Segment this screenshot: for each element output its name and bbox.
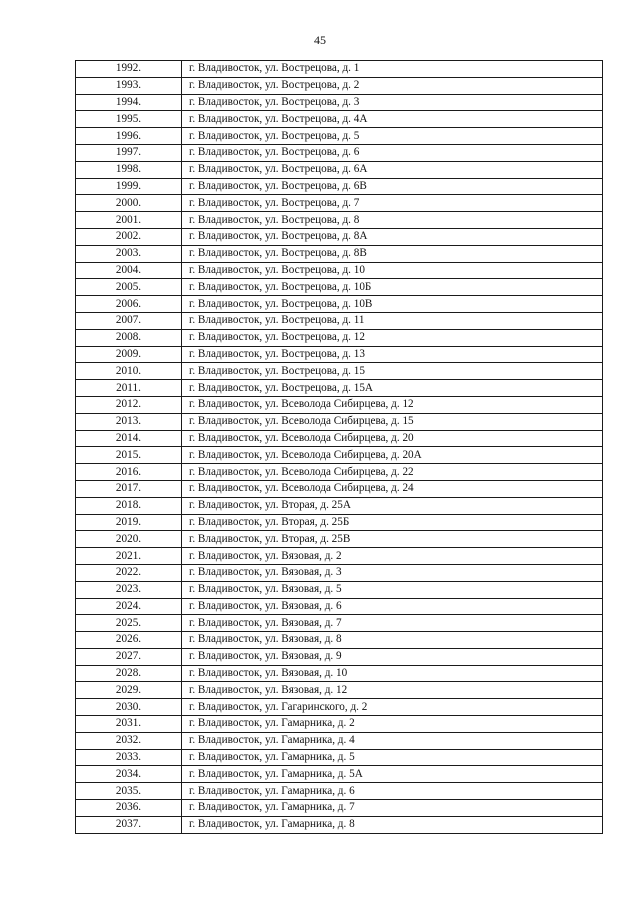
address-cell: г. Владивосток, ул. Вязовая, д. 9 xyxy=(182,648,603,665)
row-number-cell: 2024. xyxy=(76,598,182,615)
table-row xyxy=(76,816,603,833)
address-cell: г. Владивосток, ул. Всеволода Сибирцева, д. 15 xyxy=(182,413,603,430)
row-number-cell: 2018. xyxy=(76,497,182,514)
table-row xyxy=(76,497,603,514)
address-cell: г. Владивосток, ул. Гамарника, д. 4 xyxy=(182,732,603,749)
address-cell: г. Владивосток, ул. Вострецова, д. 7 xyxy=(182,195,603,212)
row-number-cell: 2001. xyxy=(76,212,182,229)
address-cell: г. Владивосток, ул. Гамарника, д. 8 xyxy=(182,816,603,833)
table-row xyxy=(76,682,603,699)
table-row xyxy=(76,598,603,615)
row-number-cell: 2030. xyxy=(76,699,182,716)
table-row xyxy=(76,312,603,329)
address-cell: г. Владивосток, ул. Вострецова, д. 15 xyxy=(182,363,603,380)
table-row xyxy=(76,262,603,279)
row-number-cell: 2011. xyxy=(76,380,182,397)
table-row xyxy=(76,430,603,447)
table-row xyxy=(76,564,603,581)
table-row xyxy=(76,128,603,145)
table-row xyxy=(76,212,603,229)
table-row xyxy=(76,699,603,716)
row-number-cell: 2005. xyxy=(76,279,182,296)
table-row xyxy=(76,800,603,817)
address-cell: г. Владивосток, ул. Вострецова, д. 6В xyxy=(182,178,603,195)
table-row xyxy=(76,396,603,413)
table-row xyxy=(76,648,603,665)
address-cell: г. Владивосток, ул. Вострецова, д. 4А xyxy=(182,111,603,128)
table-row xyxy=(76,413,603,430)
row-number-cell: 2031. xyxy=(76,716,182,733)
table-row xyxy=(76,766,603,783)
row-number-cell: 2013. xyxy=(76,413,182,430)
row-number-cell: 1997. xyxy=(76,144,182,161)
table-row xyxy=(76,195,603,212)
address-cell: г. Владивосток, ул. Гамарника, д. 5А xyxy=(182,766,603,783)
row-number-cell: 2023. xyxy=(76,581,182,598)
row-number-cell: 1999. xyxy=(76,178,182,195)
address-cell: г. Владивосток, ул. Вязовая, д. 3 xyxy=(182,564,603,581)
address-cell: г. Владивосток, ул. Вторая, д. 25В xyxy=(182,531,603,548)
address-cell: г. Владивосток, ул. Гамарника, д. 7 xyxy=(182,800,603,817)
address-cell: г. Владивосток, ул. Вострецова, д. 8А xyxy=(182,228,603,245)
row-number-cell: 2033. xyxy=(76,749,182,766)
address-cell: г. Владивосток, ул. Гагаринского, д. 2 xyxy=(182,699,603,716)
table-row xyxy=(76,632,603,649)
table-row xyxy=(76,329,603,346)
row-number-cell: 1995. xyxy=(76,111,182,128)
address-cell: г. Владивосток, ул. Всеволода Сибирцева, д. 20А xyxy=(182,447,603,464)
row-number-cell: 2016. xyxy=(76,464,182,481)
table-row xyxy=(76,480,603,497)
row-number-cell: 2006. xyxy=(76,296,182,313)
table-row xyxy=(76,346,603,363)
table-row xyxy=(76,245,603,262)
row-number-cell: 2027. xyxy=(76,648,182,665)
table-row xyxy=(76,363,603,380)
address-cell: г. Владивосток, ул. Вязовая, д. 10 xyxy=(182,665,603,682)
address-cell: г. Владивосток, ул. Вострецова, д. 8В xyxy=(182,245,603,262)
address-cell: г. Владивосток, ул. Вострецова, д. 6 xyxy=(182,144,603,161)
row-number-cell: 2020. xyxy=(76,531,182,548)
address-cell: г. Владивосток, ул. Вострецова, д. 10Б xyxy=(182,279,603,296)
address-cell: г. Владивосток, ул. Вострецова, д. 12 xyxy=(182,329,603,346)
address-cell: г. Владивосток, ул. Вострецова, д. 11 xyxy=(182,312,603,329)
table-row xyxy=(76,77,603,94)
row-number-cell: 2012. xyxy=(76,396,182,413)
table-row xyxy=(76,783,603,800)
address-cell: г. Владивосток, ул. Всеволода Сибирцева, д. 12 xyxy=(182,396,603,413)
row-number-cell: 1994. xyxy=(76,94,182,111)
address-table-body xyxy=(76,61,603,834)
table-row xyxy=(76,296,603,313)
table-row xyxy=(76,665,603,682)
row-number-cell: 2029. xyxy=(76,682,182,699)
table-row xyxy=(76,178,603,195)
row-number-cell: 2014. xyxy=(76,430,182,447)
address-cell: г. Владивосток, ул. Гамарника, д. 6 xyxy=(182,783,603,800)
table-row xyxy=(76,716,603,733)
address-cell: г. Владивосток, ул. Вязовая, д. 2 xyxy=(182,548,603,565)
row-number-cell: 2025. xyxy=(76,615,182,632)
address-cell: г. Владивосток, ул. Всеволода Сибирцева, д. 20 xyxy=(182,430,603,447)
address-cell: г. Владивосток, ул. Вязовая, д. 6 xyxy=(182,598,603,615)
row-number-cell: 1998. xyxy=(76,161,182,178)
address-cell: г. Владивосток, ул. Вострецова, д. 10 xyxy=(182,262,603,279)
page-number: 45 xyxy=(314,33,326,47)
row-number-cell: 2022. xyxy=(76,564,182,581)
address-cell: г. Владивосток, ул. Вострецова, д. 15А xyxy=(182,380,603,397)
row-number-cell: 2000. xyxy=(76,195,182,212)
row-number-cell: 2019. xyxy=(76,514,182,531)
address-cell: г. Владивосток, ул. Вторая, д. 25А xyxy=(182,497,603,514)
address-cell: г. Владивосток, ул. Вторая, д. 25Б xyxy=(182,514,603,531)
address-cell: г. Владивосток, ул. Гамарника, д. 2 xyxy=(182,716,603,733)
row-number-cell: 2007. xyxy=(76,312,182,329)
row-number-cell: 1996. xyxy=(76,128,182,145)
row-number-cell: 2015. xyxy=(76,447,182,464)
address-cell: г. Владивосток, ул. Вострецова, д. 5 xyxy=(182,128,603,145)
row-number-cell: 2021. xyxy=(76,548,182,565)
row-number-cell: 2037. xyxy=(76,816,182,833)
table-row xyxy=(76,732,603,749)
table-row xyxy=(76,531,603,548)
table-row xyxy=(76,61,603,78)
table-row xyxy=(76,94,603,111)
row-number-cell: 2010. xyxy=(76,363,182,380)
table-row xyxy=(76,111,603,128)
address-cell: г. Владивосток, ул. Гамарника, д. 5 xyxy=(182,749,603,766)
table-row xyxy=(76,228,603,245)
table-row xyxy=(76,548,603,565)
address-cell: г. Владивосток, ул. Вострецова, д. 3 xyxy=(182,94,603,111)
table-row xyxy=(76,615,603,632)
address-cell: г. Владивосток, ул. Вострецова, д. 13 xyxy=(182,346,603,363)
row-number-cell: 2017. xyxy=(76,480,182,497)
row-number-cell: 1993. xyxy=(76,77,182,94)
address-cell: г. Владивосток, ул. Вязовая, д. 7 xyxy=(182,615,603,632)
table-row xyxy=(76,161,603,178)
address-cell: г. Владивосток, ул. Вострецова, д. 8 xyxy=(182,212,603,229)
row-number-cell: 2004. xyxy=(76,262,182,279)
address-cell: г. Владивосток, ул. Вязовая, д. 12 xyxy=(182,682,603,699)
row-number-cell: 2036. xyxy=(76,800,182,817)
row-number-cell: 2009. xyxy=(76,346,182,363)
row-number-cell: 2026. xyxy=(76,632,182,649)
row-number-cell: 2028. xyxy=(76,665,182,682)
row-number-cell: 2035. xyxy=(76,783,182,800)
address-cell: г. Владивосток, ул. Вязовая, д. 8 xyxy=(182,632,603,649)
row-number-cell: 2032. xyxy=(76,732,182,749)
address-cell: г. Владивосток, ул. Вострецова, д. 6А xyxy=(182,161,603,178)
table-row xyxy=(76,464,603,481)
address-cell: г. Владивосток, ул. Всеволода Сибирцева, д. 22 xyxy=(182,464,603,481)
table-row xyxy=(76,514,603,531)
address-cell: г. Владивосток, ул. Вострецова, д. 1 xyxy=(182,61,603,78)
address-cell: г. Владивосток, ул. Вострецова, д. 10В xyxy=(182,296,603,313)
address-cell: г. Владивосток, ул. Вязовая, д. 5 xyxy=(182,581,603,598)
row-number-cell: 2034. xyxy=(76,766,182,783)
table-row xyxy=(76,581,603,598)
table-row xyxy=(76,144,603,161)
table-row xyxy=(76,279,603,296)
table-row xyxy=(76,447,603,464)
address-cell: г. Владивосток, ул. Вострецова, д. 2 xyxy=(182,77,603,94)
table-row xyxy=(76,749,603,766)
row-number-cell: 1992. xyxy=(76,61,182,78)
table-row xyxy=(76,380,603,397)
row-number-cell: 2003. xyxy=(76,245,182,262)
address-table xyxy=(75,60,603,834)
address-cell: г. Владивосток, ул. Всеволода Сибирцева, д. 24 xyxy=(182,480,603,497)
row-number-cell: 2008. xyxy=(76,329,182,346)
row-number-cell: 2002. xyxy=(76,228,182,245)
